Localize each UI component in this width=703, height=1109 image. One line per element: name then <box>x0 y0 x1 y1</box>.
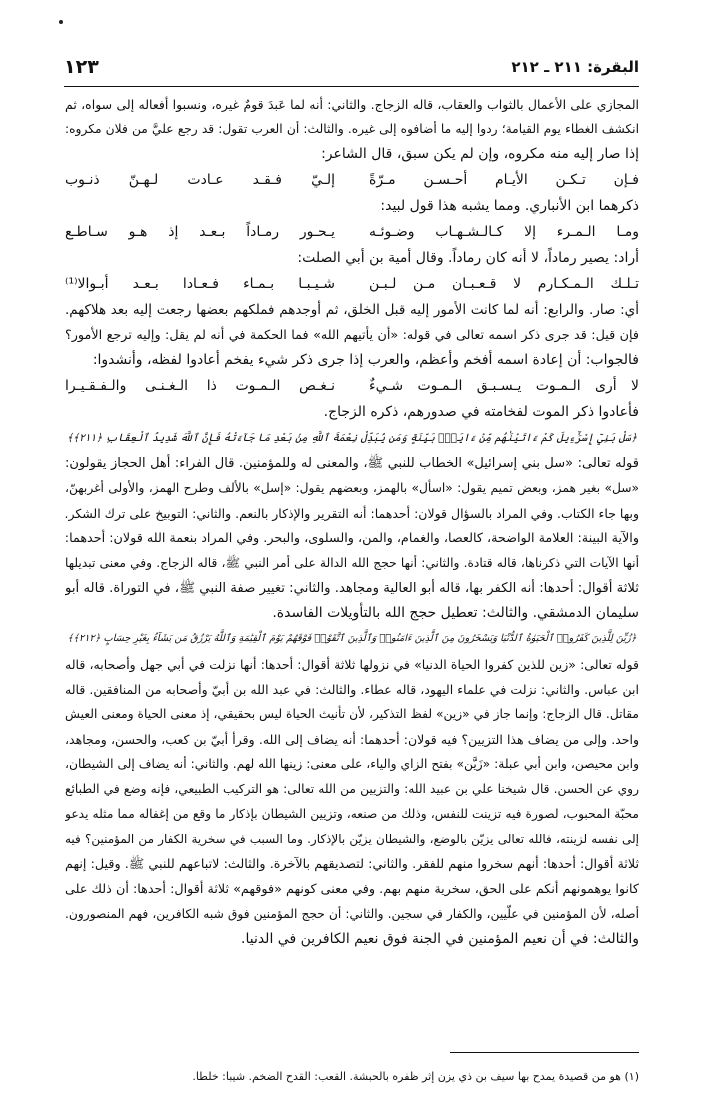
header-rule <box>64 86 639 87</box>
text-line: والآية البينة: العلامة الواضحة، كالعصا، والغمام، والمن، والسلوى، والبحر. وفي المراد بنعمة الله قولان: أحدهما: <box>65 531 639 546</box>
text-line: إلى نفسه لزينته، فالله تعالى يزيّن بالوضع، والشيطان يزيّن بالإذكار. وما السبب في سخرية الكفار من المؤمنين؟ فيه <box>65 832 639 846</box>
text-line: وابن محيصن، وابن أبي عبلة: «زَيَّن» بفتح الزاي والياء، على معنى: زينها الله لهم. والثاني: أنه يضاف إلى الشيطان، <box>65 757 639 771</box>
text-line: مقاتل. قال الزجاج: وإنما جاز في «زين» لفظ التذكير، لأن تأنيث الحياة ليس بحقيقي، إذ معنى الحياة ومعنى العيش <box>65 707 639 721</box>
poetry-verse <box>65 373 639 400</box>
verse-first-hemistich: فـإن تـكـن الأيـام أحـسـن مـرّةً <box>369 172 639 188</box>
text-line: «سل» بغير همز، وبعض تميم يقول: «اسأل» بالهمز، وبعضهم يقول: «إسل» بالألف وطرح الهمز، والأولى أغربهنّ، <box>65 481 639 495</box>
text-line: واحد. وإلى من يضاف هذا التزيين؟ فيه قولان: أحدهما: أنه يضاف إلى الله. وقرأ أبيّ بن كعب، والحسن، ومجاهد، <box>65 732 639 747</box>
text-line: ثلاثة أقوال: أحدها: أنهم سخروا منهم للفقر. والثاني: لتصديقهم بالآخرة. والثالث: لاتباعهم للنبي ﷺ. وقيل: إنهم <box>65 857 639 872</box>
verse-second-hemistich: يـحـور رمـاداً بـعـد إذ هـو سـاطـع <box>65 224 335 240</box>
text-line: أي: صار. والرابع: أنه لما كانت الأمور إليه قبل الخلق، ثم أوجدهم فملكهم بعضها رجعت إليه بعد هلاكهم. <box>65 302 639 318</box>
page-number: ١٢٣ <box>64 56 99 78</box>
text-line: فإن قيل: قد جرى ذكر اسمه تعالى في قوله: «أن يأتيهم الله» فما الحكمة في أنه لم يقل: وإليه ترجع الأمور؟ <box>65 328 639 343</box>
poetry-verse <box>65 271 639 298</box>
text-line: أراد: يصير رماداً، لا أنه كان رماداً. وقال أمية بن أبي الصلت: <box>297 250 639 266</box>
running-header <box>64 56 639 82</box>
verse-first-hemistich: ومـا الـمـرء إلا كـالـشـهـاب وضـوئـه <box>369 224 639 240</box>
text-line: أصله، لأن المؤمنين في علّيين، والكفار في سجين. والثاني: أن حجج المؤمنين فوق شبه الكافرين، فهم المنصورون. <box>65 907 639 921</box>
verse-first-hemistich: لا أرى الـمـوت يـسـبـق الـمـوت شـيءٌ <box>369 378 639 394</box>
text-line: المجازي على الأعمال بالثواب والعقاب، قاله الزجاج. والثاني: أنه لما عَبدَ قومٌ غيره، ونسبوا أفعاله إلى سواه، ثم <box>65 97 639 112</box>
text-line: روي عن الحسن. قال شيخنا علي بن عبيد الله: والتزيين من الله تعالى: هو التركيب الطبيعي، فإنه وضع في الطبائع <box>65 782 639 796</box>
poetry-verse <box>65 219 639 246</box>
text-line: محبّة المحبوب، لصورة فيه تزينت للنفس، وذلك من صنعه، وتزيين الشيطان بإذكار ما وقع من إغفاله مما مثله يدعو <box>65 807 639 821</box>
footnote-rule <box>450 1052 639 1053</box>
main-text <box>65 92 639 952</box>
verse-second-hemistich: شـيـبـا بـمـاء فـعـادا بـعـد أبـوالا⁽¹⁾ <box>65 276 335 292</box>
verse-second-hemistich: إلـيّ فـقـد عـادت لـهـنّ ذنـوب <box>65 172 335 188</box>
quran-verse: ﴿زُيِّنَ لِلَّذِينَ كَفَرُوا۟ ٱلْحَيَوٰةُ ٱلدُّنْيَا وَيَسْخَرُونَ مِنَ ٱلَّذِينَ ءَامَنُوا۟ وَٱلَّذِينَ ٱتَّقَوْا۟ فَوْقَهُمْ يَوْمَ ٱلْقِيَٰمَةِ وَٱللَّهُ يَرْزُقُ مَن يَشَآءُ بِغَيْرِ حِسَابٍ ﴿٢١٢﴾﴾ <box>67 633 637 644</box>
text-line: والثالث: في أن نعيم المؤمنين في الجنة فوق نعيم الكافرين في الدنيا. <box>241 931 639 947</box>
text-line: ابن عباس. والثاني: نزلت في علماء اليهود، قاله عطاء. والثالث: في عبد الله بن أبيّ وأصحابه من المنافقين. قاله <box>65 682 639 697</box>
text-line: فأعادوا ذكر الموت لفخامته في صدورهم، ذكره الزجاج. <box>323 404 639 420</box>
page-speck <box>59 20 63 24</box>
text-line: سليمان الدمشقي. والثالث: تعطيل حجج الله بالتأويلات الفاسدة. <box>272 605 639 621</box>
text-line: كانوا يوهمونهم أنكم على الحق، سخرية منهم بهم. وفي معنى كونهم «فوقهم» ثلاثة أقوال: أحدها: أن ذلك على <box>65 882 639 897</box>
text-line: قوله تعالى: «زين للذين كفروا الحياة الدنيا» في نزولها ثلاثة أقوال: أحدها: أنها نزلت في أبي جهل وأصحابه، قاله <box>65 657 639 672</box>
text-line: وبها جاء الكتاب. وفي المراد بالسؤال قولان: أحدهما: أنه التقرير والإذكار بالنعم. والثاني: التوبيخ على ترك الشكر. <box>65 506 639 521</box>
verse-second-hemistich: نـغـص الـمـوت ذا الـغـنـى والـفـقـيـرا <box>65 378 335 394</box>
poetry-verse <box>65 167 639 194</box>
text-line: أنها الآيات التي ذكرناها، قاله قتادة. والثاني: أنها حجج الله الدالة على أمر النبي ﷺ، قاله الزجاج. وفي معنى تبديلها <box>65 556 639 570</box>
text-line: فالجواب: أن إعادة اسمه أفخم وأعظم، والعرب إذا جرى ذكر شيء يفخم أعادوا لفظه، وأنشدوا: <box>92 352 639 368</box>
text-line: ذكرهما ابن الأنباري. ومما يشبه هذا قول لبيد: <box>380 198 639 214</box>
footnote: (١) هو من قصيدة يمدح بها سيف بن ذي يزن إثر ظفره بالحبشة. القعب: القدح الضخم. شيبا: خلطا. <box>192 1070 639 1083</box>
verse-first-hemistich: تـلـك الـمـكـارم لا قـعـبـان مـن لـبـن <box>369 276 639 292</box>
text-line: ثلاثة أقوال: أحدها: أنه الكفر بها، قاله أبو العالية ومجاهد. والثاني: تغيير صفة النبي ﷺ، في التوراة. قاله أبو <box>65 581 639 596</box>
text-line: إذا صار إليه منه مكروه، وإن لم يكن سبق، قال الشاعر: <box>321 146 639 162</box>
text-line: قوله تعالى: «سل بني إسرائيل» الخطاب للنبي ﷺ، والمعنى له وللمؤمنين. قال الفراء: أهل الحجاز يقولون: <box>65 456 639 471</box>
text-line: انكشف الغطاء يوم القيامة؛ ردوا إليه ما أضافوه إلى غيره. والثالث: أن العرب تقول: قد رجع عليَّ من فلان مكروه: <box>65 122 639 136</box>
sura-reference: البقرة: ٢١١ ـ ٢١٢ <box>511 58 639 76</box>
quran-verse: ﴿سَلْ بَنِيٓ إِسْرَٰٓءِيلَ كَمْ ءَاتَيْنَٰهُم مِّنْ ءَايَةٍۭ بَيِّنَةٍ وَمَن يُبَدِّلْ نِعْمَةَ ٱللَّهِ مِنۢ بَعْدِ مَا جَآءَتْهُ فَإِنَّ ٱللَّهَ شَدِيدُ ٱلْعِقَابِ ﴿٢١١﴾﴾ <box>66 432 638 444</box>
